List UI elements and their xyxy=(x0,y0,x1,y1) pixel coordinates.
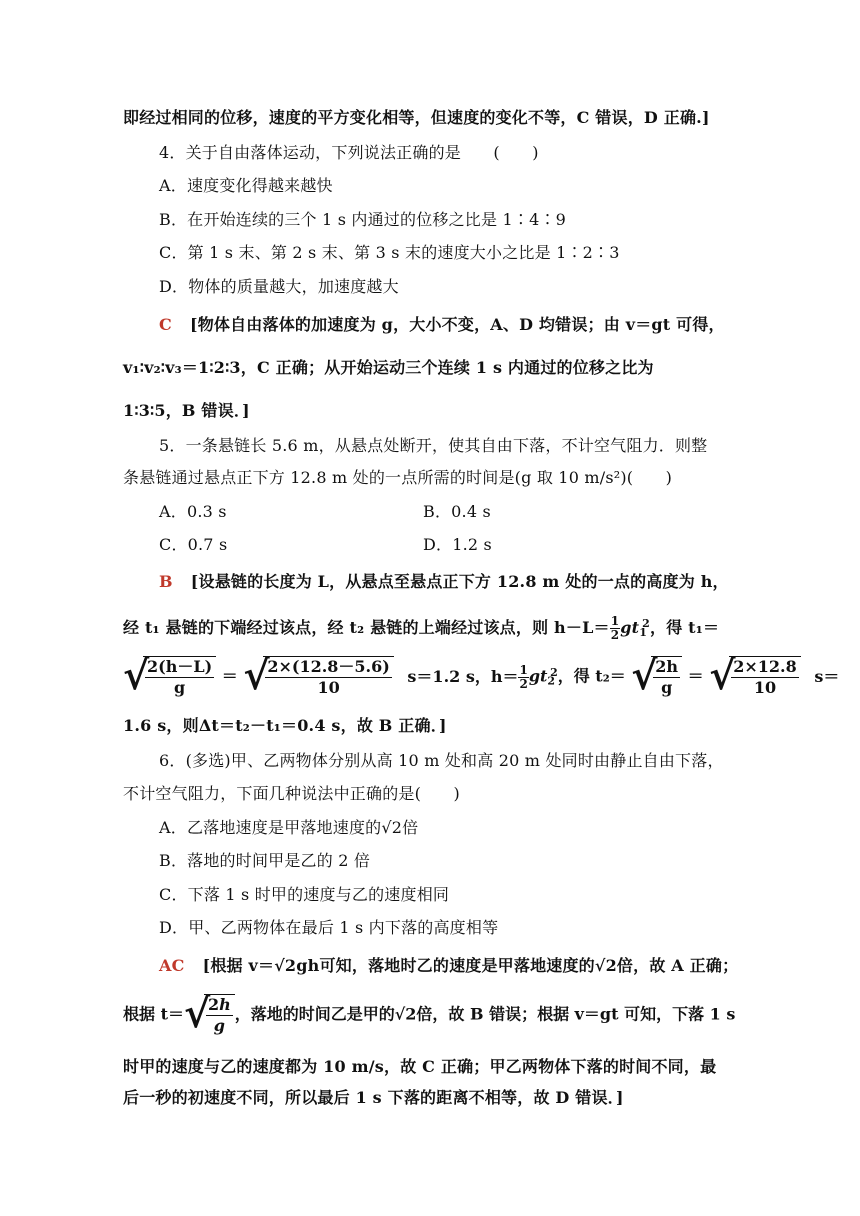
q5-option-a: A．0.3 s xyxy=(159,502,227,521)
q6-answer: AC xyxy=(159,956,185,975)
previous-explanation-end: 即经过相同的位移，速度的平方变化相等，但速度的变化不等，C 错误，D 正确.] xyxy=(123,108,710,127)
q5-explanation-line4: 1.6 s，则Δt＝t₂－t₁＝0.4 s，故 B 正确．] xyxy=(123,716,447,735)
q6-exp2b: ，落地的时间乙是甲的√2倍，故 B 错误；根据 v＝gt 可知，下落 1 s xyxy=(234,1004,736,1024)
q4-option-b: B．在开始连续的三个 1 s 内通过的位移之比是 1∶4∶9 xyxy=(159,210,567,229)
q5-option-d: D．1.2 s xyxy=(423,535,492,554)
q5-explanation-line2: 经 t₁ 悬链的下端经过该点，经 t₂ 悬链的上端经过该点，则 h－L＝ $\frac{1}{2}$ $gt_1^2$，得 t₁＝ xyxy=(123,614,720,642)
q5-stem-line2: 条悬链通过悬点正下方 12.8 m 处的一点所需的时间是(g 取 10 m/s²)( ) xyxy=(123,468,673,487)
q6-explanation-line2 xyxy=(123,990,736,1037)
q5-formula-row: √ $\frac{2(h-L)}{g}$ ＝ √ $\frac{2\times(12.8-5.6)}{10}$ s＝1.2 s，h＝ $\frac{1}{2}$ $gt_2^2$，得 t₂＝ √ $\frac{2h}{g}$ ＝ √ $\frac{2\times 12.8}{10}$ s＝ xyxy=(123,652,840,699)
q5-explanation-line1 xyxy=(159,570,738,594)
q6-explanation-line1 xyxy=(159,954,738,978)
q4-explanation-line3: 1∶3∶5，B 错误．] xyxy=(123,401,250,420)
f3-denominator: g xyxy=(661,678,673,697)
q5-answer: B xyxy=(159,572,173,591)
f-end: s＝ xyxy=(814,666,840,686)
q4-explanation-line1 xyxy=(159,313,738,337)
sqrt-formula-3: √ $\frac{2h}{g}$ xyxy=(631,656,682,698)
q5-exp1: [设悬链的长度为 L，从悬点至悬点正下方 12.8 m 处的一点的高度为 h， xyxy=(190,572,729,591)
q5-exp2b: ，得 t₁＝ xyxy=(650,618,720,637)
f3-numerator: 2h xyxy=(655,657,679,676)
q4-option-a: A．速度变化得越来越快 xyxy=(159,176,333,195)
sqrt-formula-1: √ $\frac{2(h-L)}{g}$ xyxy=(123,656,216,698)
q5-option-row2 xyxy=(159,533,738,557)
f-mid2: ，得 t₂＝ xyxy=(557,666,626,686)
q5-stem-line1: 5．一条悬链长 5.6 m，从悬点处断开，使其自由下落，不计空气阻力．则整 xyxy=(159,436,708,455)
one-half-fraction: $\frac{1}{2}$ xyxy=(610,614,620,642)
q4-exp1: [物体自由落体的加速度为 g，大小不变，A、D 均错误；由 v＝gt 可得， xyxy=(189,315,725,334)
f2-numerator: 2×(12.8－5.6) xyxy=(267,657,390,676)
q5-option-row1 xyxy=(159,500,738,524)
f4-denominator: 10 xyxy=(753,678,777,697)
q5-option-b: B．0.4 s xyxy=(423,502,491,521)
q6-option-c: C．下落 1 s 时甲的速度与乙的速度相同 xyxy=(159,885,450,904)
q4-explanation-line2: v₁∶v₂∶v₃＝1∶2∶3，C 正确；从开始运动三个连续 1 s 内通过的位移之比为 xyxy=(123,358,654,377)
sqrt-formula-4: √ $\frac{2\times 12.8}{10}$ xyxy=(709,656,801,698)
q4-option-c: C．第 1 s 末、第 2 s 末、第 3 s 末的速度大小之比是 1∶2∶3 xyxy=(159,243,620,262)
q6-explanation-line4: 后一秒的初速度不同，所以最后 1 s 下落的距离不相等，故 D 错误．] xyxy=(123,1088,624,1107)
q6-explanation-line3: 时甲的速度与乙的速度都为 10 m/s，故 C 正确；甲乙两物体下落的时间不同，最 xyxy=(123,1057,717,1076)
q5-option-c: C．0.7 s xyxy=(159,535,228,554)
q4-answer: C xyxy=(159,315,172,334)
f-mid1: s＝1.2 s，h＝ xyxy=(407,666,519,686)
q6-option-b: B．落地的时间甲是乙的 2 倍 xyxy=(159,851,371,870)
q4-stem: 4．关于自由落体运动，下列说法正确的是 ( ) xyxy=(159,143,539,162)
q6-option-a: A．乙落地速度是甲落地速度的√2倍 xyxy=(159,818,419,837)
f1-numerator: 2(h－L) xyxy=(147,657,213,676)
f4-numerator: 2×12.8 xyxy=(733,657,797,676)
q6-exp2a: 根据 t＝ xyxy=(123,1004,184,1024)
q6-stem-line2: 不计空气阻力，下面几种说法中正确的是( ) xyxy=(123,784,460,803)
q5-exp2a: 经 t₁ 悬链的下端经过该点，经 t₂ 悬链的上端经过该点，则 h－L＝ xyxy=(123,618,610,637)
sqrt-formula-t: √ $\frac{2h}{g}$ xyxy=(184,994,235,1036)
q6-stem-line1: 6．(多选)甲、乙两物体分别从高 10 m 处和高 20 m 处同时由静止自由下落， xyxy=(159,751,724,770)
f1-denominator: g xyxy=(173,678,186,697)
f2-denominator: 10 xyxy=(317,678,340,697)
q6-exp1: [根据 v＝√2gh可知，落地时乙的速度是甲落地速度的√2倍，故 A 正确； xyxy=(202,956,739,975)
sqrt-formula-2: √ $\frac{2\times(12.8-5.6)}{10}$ xyxy=(243,656,394,698)
q4-option-d: D．物体的质量越大，加速度越大 xyxy=(159,277,399,296)
q6-option-d: D．甲、乙两物体在最后 1 s 内下落的高度相等 xyxy=(159,918,499,937)
